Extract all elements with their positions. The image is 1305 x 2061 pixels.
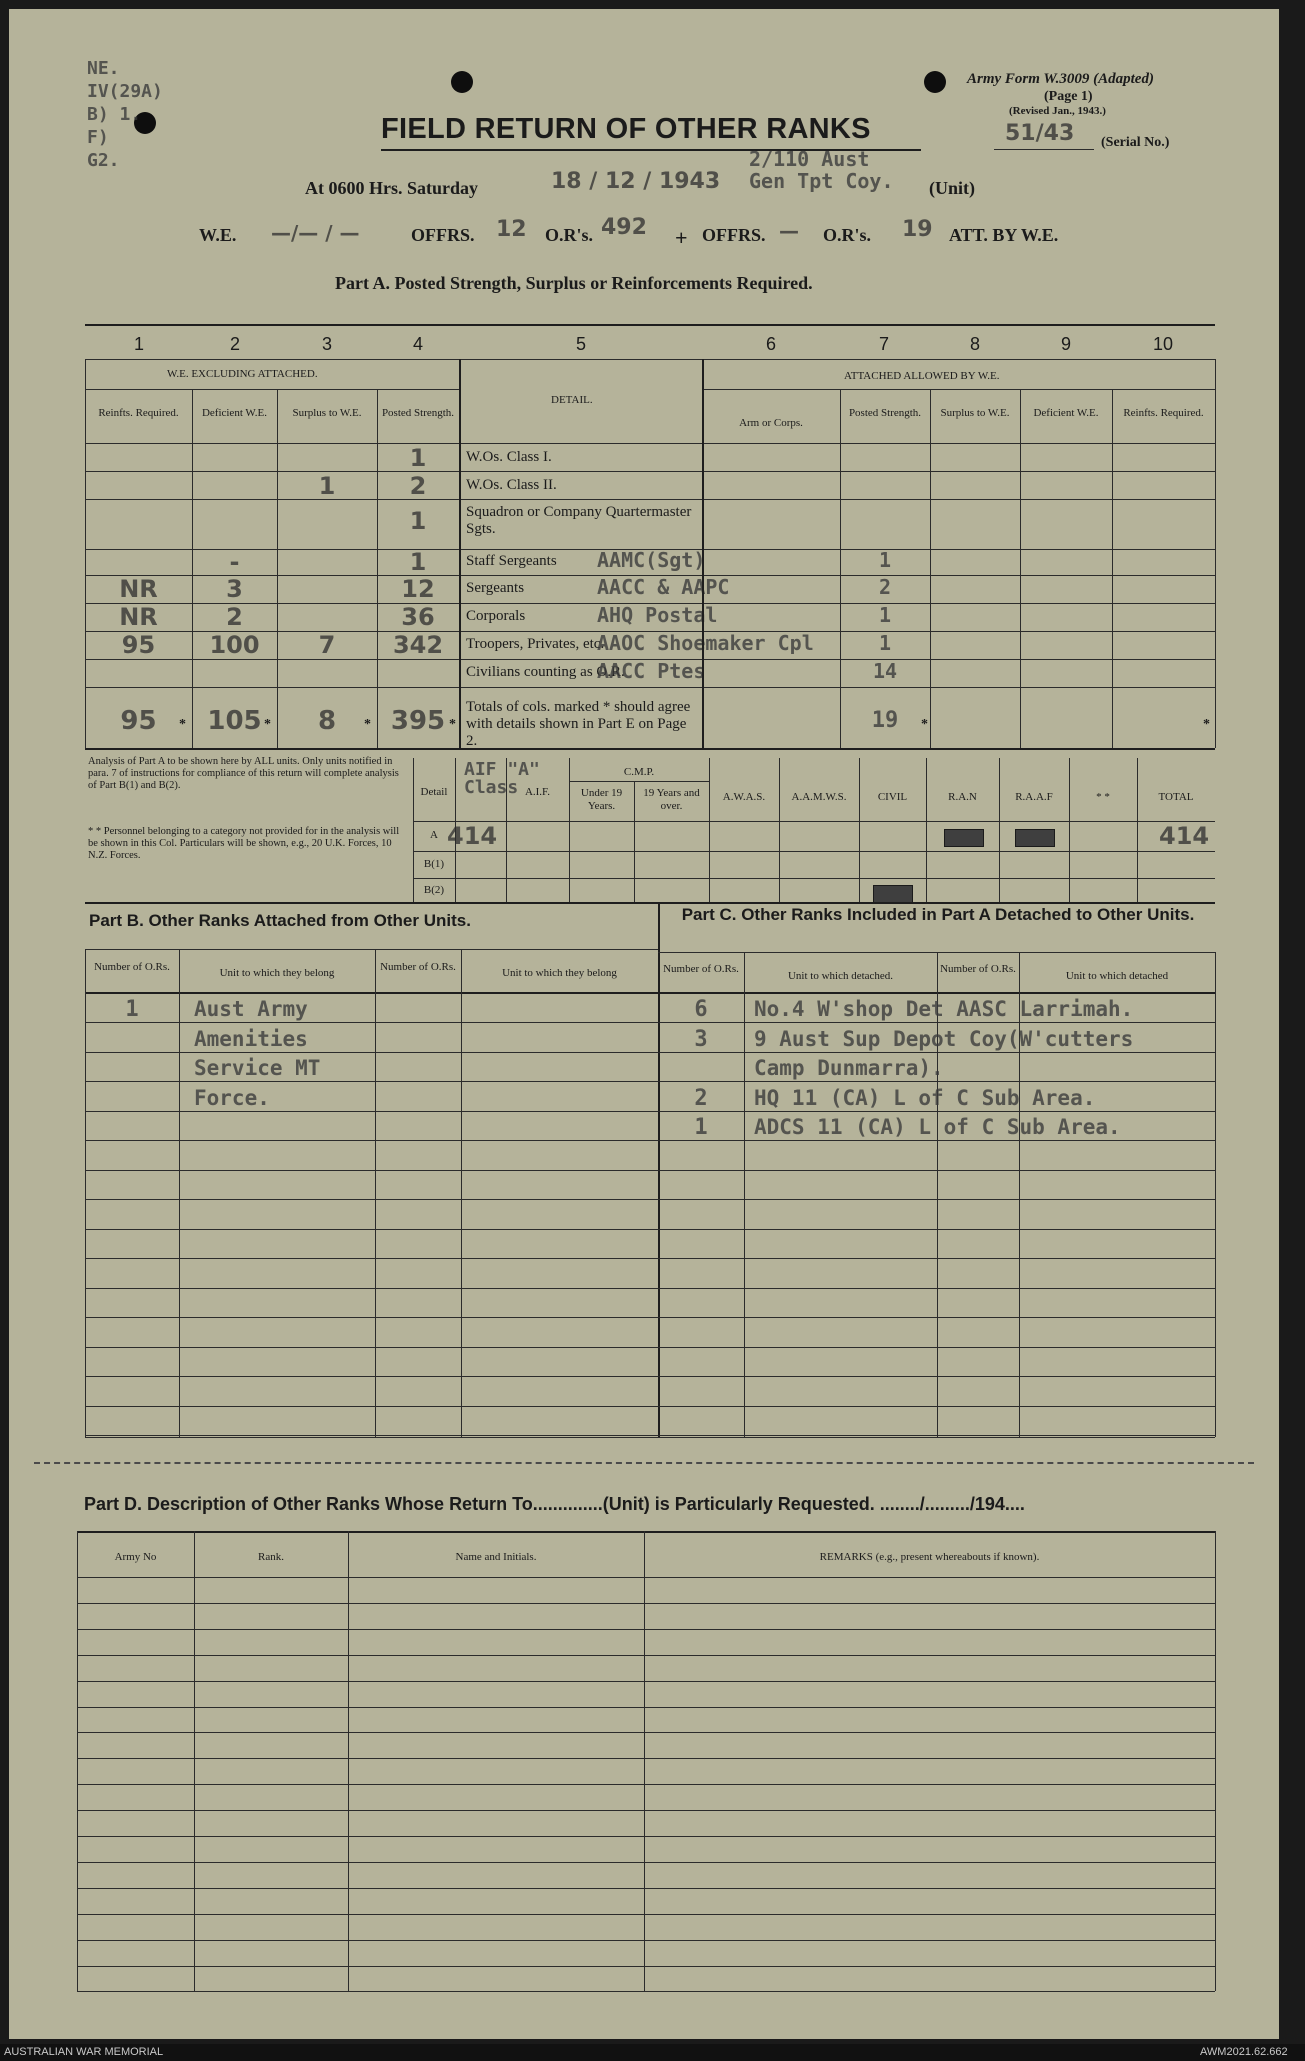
analysis-cmp-head: C.M.P. xyxy=(623,766,655,778)
rule xyxy=(1215,359,1216,748)
footer-left: AUSTRALIAN WAR MEMORIAL xyxy=(4,2046,164,2058)
serial-number-value: 51/43 xyxy=(1005,121,1075,146)
column-number: 2 xyxy=(229,334,240,354)
rule xyxy=(77,1603,1215,1604)
star-mark: * xyxy=(921,717,928,732)
b-col-num: Number of O.Rs. xyxy=(94,961,170,973)
rule xyxy=(85,499,1215,500)
rule xyxy=(569,758,570,902)
attached-arm: AHQ Postal xyxy=(597,603,718,627)
star-mark: * xyxy=(1203,717,1210,732)
part-d-col-head: Army No xyxy=(114,1551,157,1563)
totals-detail: Totals of cols. marked * should agree with details shown in Part E on Page 2. xyxy=(466,699,691,749)
rule xyxy=(77,1655,1215,1656)
rule xyxy=(77,1758,1215,1759)
ors-value-2: 19 xyxy=(902,217,933,242)
dist-line: B) 1. xyxy=(87,104,142,125)
rule xyxy=(77,1836,1215,1837)
analysis-row-label: B(1) xyxy=(423,858,445,870)
rule xyxy=(348,1531,349,1991)
c-entry-text: Camp Dunmarra). xyxy=(754,1056,944,1080)
rule xyxy=(85,1140,1215,1141)
distribution-stamp xyxy=(87,57,163,172)
rule xyxy=(77,1888,1215,1889)
footer-bar xyxy=(0,2044,1305,2061)
star-mark: * xyxy=(364,717,371,732)
analysis-col-head: * * xyxy=(1096,791,1110,803)
serial-label: (Serial No.) xyxy=(1101,135,1170,150)
column-number: 7 xyxy=(878,334,889,354)
rule xyxy=(77,1681,1215,1682)
row-detail: W.Os. Class II. xyxy=(466,477,557,493)
row-value: NR xyxy=(119,603,158,631)
c-col-num-2: Number of O.Rs. xyxy=(940,963,1016,975)
analysis-note: Analysis of Part A to be shown here by ALL units. Only units notified in para. 7 of instructions for compliance of this return will complete analysis of Part B(1) and B(2). xyxy=(88,756,399,791)
rule xyxy=(709,758,710,902)
attached-arm: AAMC(Sgt) xyxy=(597,548,706,572)
c-entry-num: 1 xyxy=(694,1115,708,1140)
row-detail: W.Os. Class I. xyxy=(466,449,552,465)
unit-line: Gen Tpt Coy. xyxy=(749,169,894,193)
attached-posted: 1 xyxy=(878,548,892,572)
rule xyxy=(85,1052,1215,1053)
c-entry-num: 6 xyxy=(694,997,708,1022)
attached-arm: AACC & AAPC xyxy=(597,575,730,599)
c-col-unit: Unit to which detached. xyxy=(787,970,894,982)
sub-header: Arm or Corps. xyxy=(739,417,803,429)
analysis-under19: Under 19 Years. xyxy=(580,787,623,812)
row-value: 1 xyxy=(409,444,427,472)
rule xyxy=(1112,389,1113,748)
offrs-label-2: OFFRS. xyxy=(702,225,766,245)
analysis-note-2: * * Personnel belonging to a category not provided for in the analysis will be shown in this Col. Particulars will be shown, e.g., 20 U.K. Forces, 10 N.Z. Forces. xyxy=(88,826,400,861)
attached-posted: 2 xyxy=(878,575,892,599)
row-value: 12 xyxy=(401,575,435,603)
column-number: 6 xyxy=(765,334,776,354)
dist-line: F) xyxy=(87,127,109,148)
analysis-aif-head: A.I.F. xyxy=(524,786,551,798)
rule xyxy=(85,1022,1215,1023)
rule xyxy=(85,748,1215,750)
army-form-id: Army Form W.3009 (Adapted) xyxy=(967,71,1154,87)
total-value: 105 xyxy=(207,706,262,736)
rule xyxy=(926,758,927,902)
c-entry-num: 3 xyxy=(694,1026,708,1052)
b-col-unit-2: Unit to which they belong xyxy=(502,967,617,979)
rule xyxy=(377,389,378,748)
rule xyxy=(77,1810,1215,1811)
rule xyxy=(859,758,860,902)
ors-value: 492 xyxy=(601,215,647,240)
rule xyxy=(85,1376,1215,1377)
offrs-value-2: — xyxy=(779,219,799,243)
blocked-cell xyxy=(944,829,984,847)
rule xyxy=(1020,389,1021,748)
rule xyxy=(85,1229,1215,1230)
sub-header: Surplus to W.E. xyxy=(292,407,362,419)
rule xyxy=(85,992,1215,994)
dist-line: G2. xyxy=(87,150,120,171)
rule xyxy=(85,687,1215,688)
attached-arm: AACC Ptes xyxy=(597,659,706,683)
analysis-col-head: A.A.M.W.S. xyxy=(791,791,847,803)
row-value: - xyxy=(229,548,240,576)
row-value: 1 xyxy=(318,472,336,500)
c-col-num: Number of O.Rs. xyxy=(663,963,739,975)
punch-hole xyxy=(924,71,946,93)
table-top-border xyxy=(85,324,1215,326)
dist-line: NE. xyxy=(87,58,120,79)
page-ref: (Page 1) xyxy=(1044,89,1093,104)
c-entry-text: HQ 11 (CA) L of C Sub Area. xyxy=(754,1085,1096,1110)
sub-header: Posted Strength. xyxy=(848,407,922,419)
rule xyxy=(85,949,658,950)
rule xyxy=(77,1707,1215,1708)
column-number: 5 xyxy=(575,334,586,354)
rule xyxy=(85,1317,1215,1318)
we-label: W.E. xyxy=(199,225,237,245)
b-entry-num: 1 xyxy=(125,997,139,1022)
rule xyxy=(644,1531,645,1991)
time-label: At 0600 Hrs. Saturday xyxy=(305,178,479,198)
rule xyxy=(85,1170,1215,1171)
star-mark: * xyxy=(449,717,456,732)
rule xyxy=(1215,1531,1216,1991)
rule xyxy=(85,389,459,390)
we-value: —/— / — xyxy=(271,221,360,245)
attached-heading: ATTACHED ALLOWED BY W.E. xyxy=(844,370,1000,382)
b-entry-line: Service MT xyxy=(194,1056,321,1080)
column-number: 9 xyxy=(1060,334,1071,354)
rule xyxy=(85,1081,1215,1082)
rule xyxy=(85,1199,1215,1200)
rule xyxy=(744,952,745,1437)
rule xyxy=(999,758,1000,902)
rule xyxy=(85,1258,1215,1259)
star-mark: * xyxy=(264,717,271,732)
total-value: 95 xyxy=(120,706,157,736)
row-detail: Civilians counting as O.R. xyxy=(466,664,625,680)
column-number: 3 xyxy=(321,334,332,354)
rule xyxy=(85,1435,1215,1436)
rule xyxy=(85,1406,1215,1407)
row-value: 3 xyxy=(226,575,243,603)
row-detail: Corporals xyxy=(466,608,526,624)
analysis-col-head: CIVIL xyxy=(877,791,908,803)
total-value: 395 xyxy=(390,706,446,736)
rule xyxy=(779,758,780,902)
unit-line: 2/110 Aust xyxy=(749,147,870,171)
row-detail: Staff Sergeants xyxy=(466,553,557,569)
rule xyxy=(85,359,86,748)
rule xyxy=(1215,952,1216,1437)
rule xyxy=(77,1991,1215,1992)
analysis-a-value: 414 xyxy=(447,822,498,850)
analysis-over19: 19 Years and over. xyxy=(643,787,700,812)
rule xyxy=(702,359,704,748)
c-entry-num: 2 xyxy=(694,1085,708,1111)
attached-posted: 1 xyxy=(878,603,892,627)
row-detail: Sergeants xyxy=(466,580,525,596)
rule xyxy=(569,781,709,782)
offrs-value: 12 xyxy=(496,217,527,242)
analysis-col-head: TOTAL xyxy=(1158,791,1194,803)
analysis-col-head: R.A.N xyxy=(948,791,977,803)
analysis-total-value: 414 xyxy=(1159,822,1210,850)
rule xyxy=(277,389,278,748)
row-value: 1 xyxy=(409,548,427,576)
b-col-unit: Unit to which they belong xyxy=(219,967,335,979)
revised-note: (Revised Jan., 1943.) xyxy=(1009,105,1106,117)
sub-header: Reinfts. Required. xyxy=(1123,407,1204,419)
form-sheet xyxy=(9,9,1279,2039)
part-c-heading: Part C. Other Ranks Included in Part A Detached to Other Units. xyxy=(681,905,1195,924)
row-detail: Squadron or Company Quartermaster Sgts. xyxy=(466,504,692,537)
row-value: 100 xyxy=(209,631,260,659)
row-value: 36 xyxy=(401,603,435,631)
column-number: 4 xyxy=(412,334,423,354)
part-d-col-head: REMARKS (e.g., present whereabouts if known). xyxy=(819,1551,1040,1563)
sub-header: Surplus to W.E. xyxy=(940,407,1010,419)
rule xyxy=(77,1531,78,1991)
row-value: 95 xyxy=(121,631,156,659)
rule xyxy=(459,359,461,748)
analysis-detail-head: Detail xyxy=(420,786,448,798)
analysis-row-label: A xyxy=(430,829,438,841)
rule xyxy=(77,1784,1215,1785)
detail-heading: DETAIL. xyxy=(551,394,593,406)
dist-line: IV(29A) xyxy=(87,81,163,102)
analysis-col-head: R.A.A.F xyxy=(1015,791,1053,803)
att-label: ATT. BY W.E. xyxy=(949,225,1059,245)
rule xyxy=(85,1111,1215,1112)
part-d-heading: Part D. Description of Other Ranks Whose Return To..............(Unit) is Particularly Requested. ......../........./194.... xyxy=(84,1494,1025,1514)
rule xyxy=(413,821,1215,822)
rule xyxy=(192,389,193,748)
blocked-cell xyxy=(1015,829,1055,847)
rule xyxy=(85,1437,1215,1438)
rule xyxy=(85,1347,1215,1348)
rule xyxy=(85,443,1215,444)
rule xyxy=(702,389,1215,390)
rule xyxy=(937,952,938,1437)
column-number: 10 xyxy=(1152,334,1174,354)
b-entry-line: Aust Army xyxy=(194,997,308,1021)
serial-underline xyxy=(994,149,1094,150)
part-d-col-head: Name and Initials. xyxy=(455,1551,537,1563)
row-detail: Troopers, Privates, etc. xyxy=(466,636,605,652)
total-attached: 19 xyxy=(871,708,899,733)
sub-header: Deficient W.E. xyxy=(201,407,268,419)
footer-right: AWM2021.62.662 xyxy=(1200,2046,1288,2058)
blocked-cell xyxy=(873,885,913,903)
rule xyxy=(77,1577,1215,1578)
unit-name xyxy=(749,148,959,192)
rule xyxy=(77,1862,1215,1863)
row-value: 7 xyxy=(318,631,336,659)
row-value: 342 xyxy=(392,631,444,659)
column-number: 1 xyxy=(133,334,144,354)
offrs-label: OFFRS. xyxy=(411,225,475,245)
rule xyxy=(77,1732,1215,1733)
rule xyxy=(413,878,1215,879)
rule xyxy=(77,1531,1215,1533)
c-col-unit-2: Unit to which detached xyxy=(1065,970,1169,982)
aif-stamp: AIF "A" Class xyxy=(464,759,540,798)
part-b-heading: Part B. Other Ranks Attached from Other Units. xyxy=(89,911,471,930)
star-mark: * xyxy=(179,717,186,732)
part-d-col-head: Rank. xyxy=(258,1551,284,1563)
rule xyxy=(930,389,931,748)
total-value: 8 xyxy=(317,706,337,736)
attached-posted: 1 xyxy=(878,631,892,655)
row-value: 2 xyxy=(226,603,243,631)
rule xyxy=(85,471,1215,472)
rule xyxy=(194,1531,195,1991)
rule xyxy=(85,359,1215,360)
b-col-num-2: Number of O.Rs. xyxy=(380,961,456,973)
b-entry-line: Force. xyxy=(194,1085,270,1110)
column-number: 8 xyxy=(969,334,980,354)
analysis-col-head: A.W.A.S. xyxy=(722,791,766,803)
analysis-row-label: B(2) xyxy=(423,884,445,896)
rule xyxy=(77,1629,1215,1630)
we-excl-heading: W.E. EXCLUDING ATTACHED. xyxy=(167,368,318,380)
ors-label-2: O.R's. xyxy=(823,225,872,245)
rule xyxy=(413,851,1215,852)
rule xyxy=(1069,758,1070,902)
row-value: 1 xyxy=(409,507,427,535)
b-entry-line: Amenities xyxy=(194,1026,308,1051)
rule xyxy=(840,389,841,748)
rule xyxy=(77,1966,1215,1967)
c-entry-text: 9 Aust Sup Depot Coy(W'cutters xyxy=(754,1026,1134,1051)
c-entry-text: ADCS 11 (CA) L of C Sub Area. xyxy=(754,1115,1121,1139)
rule xyxy=(77,1940,1215,1941)
plus-sign: + xyxy=(675,225,688,250)
rule xyxy=(1019,952,1020,1437)
rule xyxy=(77,1914,1215,1915)
ors-label: O.R's. xyxy=(545,225,594,245)
sub-header: Reinfts. Required. xyxy=(98,407,179,419)
page-title: FIELD RETURN OF OTHER RANKS xyxy=(381,113,871,145)
attached-arm: AAOC Shoemaker Cpl xyxy=(597,631,814,655)
c-entry-text: No.4 W'shop Det AASC Larrimah. xyxy=(754,997,1134,1021)
attached-posted: 14 xyxy=(872,659,898,683)
rule xyxy=(1137,758,1138,902)
punch-hole xyxy=(451,71,473,93)
sub-header: Posted Strength. xyxy=(381,407,455,419)
part-a-heading: Part A. Posted Strength, Surplus or Reinforcements Required. xyxy=(335,273,813,293)
sub-header: Deficient W.E. xyxy=(1033,407,1099,419)
perforation-line xyxy=(34,1462,1254,1464)
unit-label: (Unit) xyxy=(929,178,975,198)
row-value: NR xyxy=(119,575,158,603)
row-value: 2 xyxy=(409,472,427,500)
date-value: 18 / 12 / 1943 xyxy=(551,169,721,194)
rule xyxy=(85,1288,1215,1289)
